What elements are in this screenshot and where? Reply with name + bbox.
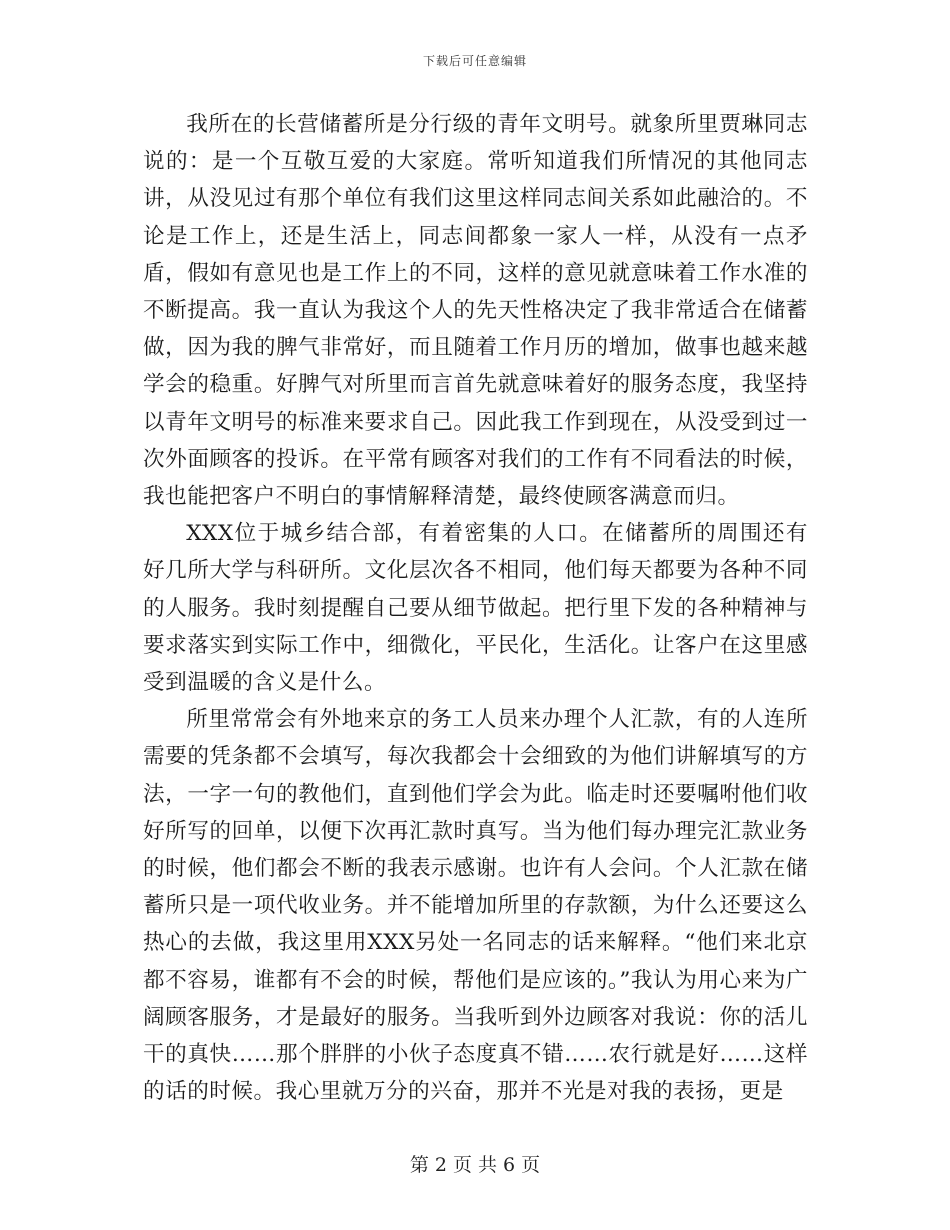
paragraph: 我所在的长营储蓄所是分行级的青年文明号。就象所里贾琳同志说的：是一个互敬互爱的大家庭。常听知道我们所情况的其他同志讲，从没见过有那个单位有我们这里这样同志间关系如此融洽的。不论是工作上，还是生活上，同志间都象一家人一样，从没有一点矛盾，假如有意见也是工作上的不同，这样的意见就意味着工作水准的不断提高。我一直认为我这个人的先天性格决定了我非常适合在储蓄做，因为我的脾气非常好，而且随着工作月历的增加，做事也越来越学会的稳重。好脾气对所里而言首先就意味着好的服务态度，我坚持以青年文明号的标准来要求自己。因此我工作到现在，从没受到过一次外面顾客的投诉。在平常有顾客对我们的工作有不同看法的时候，我也能把客户不明白的事情解释清楚，最终使顾客满意而归。 <box>143 112 808 510</box>
page-middle: 页 共 <box>452 1154 498 1176</box>
page-header-note: 下载后可任意编辑 <box>422 54 527 68</box>
page-prefix: 第 <box>409 1154 429 1176</box>
page-current: 2 <box>434 1154 447 1176</box>
page-total: 6 <box>503 1154 516 1176</box>
paragraph: 所里常常会有外地来京的务工人员来办理个人汇款，有的人连所需要的凭条都不会填写，每次我都会十会细致的为他们讲解填写的方法，一字一句的教他们，直到他们学会为此。临走时还要嘱咐他们收好所写的回单，以便下次再汇款时真写。当为他们每办理完汇款业务的时候，他们都会不断的我表示感谢。也许有人会问。个人汇款在储蓄所只是一项代收业务。并不能增加所里的存款额，为什么还要这么热心的去做，我这里用XXX另处一名同志的话来解释。“他们来北京都不容易，谁都有不会的时候，帮他们是应该的。”我认为用心来为广阔顾客服务，才是最好的服务。当我听到外边顾客对我说：你的活儿干的真快……那个胖胖的小伙子态度真不错……农行就是好……这样的话的时候。我心里就万分的兴奋，那并不光是对我的表扬，更是 <box>143 707 808 1105</box>
paragraph: XXX位于城乡结合部，有着密集的人口。在储蓄所的周围还有好几所大学与科研所。文化层次各不相同，他们每天都要为各种不同的人服务。我时刻提醒自己要从细节做起。把行里下发的各种精神与要求落实到实际工作中，细微化，平民化，生活化。让客户在这里感受到温暖的含义是什么。 <box>143 521 808 696</box>
page-suffix: 页 <box>521 1154 541 1176</box>
document-body <box>143 106 808 1110</box>
page-number-footer <box>0 1150 950 1177</box>
